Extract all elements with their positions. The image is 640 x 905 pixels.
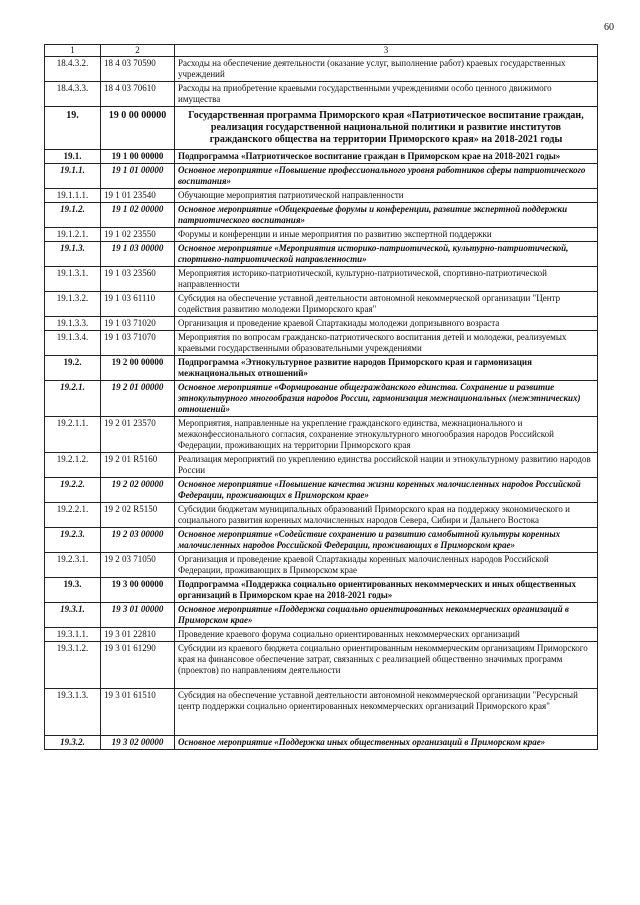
target-code-cell: 18 4 03 70610 bbox=[101, 82, 175, 107]
description-cell: Реализация мероприятий по укреплению единства российской нации и этнокультурному развитию народов России bbox=[175, 453, 598, 478]
column-header-1: 1 bbox=[45, 45, 101, 57]
target-code-cell: 19 0 00 00000 bbox=[101, 107, 175, 150]
description-cell: Субсидия на обеспечение уставной деятельности автономной некоммерческой организации "Ресурсный центр поддержки социально ориентированных некоммерческих организаций Приморского края" bbox=[175, 689, 598, 736]
row-number-cell: 19.2.2.1. bbox=[45, 503, 101, 528]
target-code-cell: 19 1 02 23550 bbox=[101, 228, 175, 242]
table-row bbox=[45, 331, 598, 356]
description-cell: Основное мероприятие «Повышение профессионального уровня работников сферы патриотического воспитания» bbox=[175, 164, 598, 189]
target-code-cell: 19 3 00 00000 bbox=[101, 578, 175, 603]
table-row bbox=[45, 242, 598, 267]
target-code-cell: 19 2 01 R5160 bbox=[101, 453, 175, 478]
description-cell: Расходы на обеспечение деятельности (оказание услуг, выполнение работ) краевых государственных учреждений bbox=[175, 57, 598, 82]
table-row bbox=[45, 578, 598, 603]
target-code-cell: 19 1 03 71070 bbox=[101, 331, 175, 356]
table-row bbox=[45, 267, 598, 292]
table-row bbox=[45, 189, 598, 203]
row-number-cell: 19.2.3.1. bbox=[45, 553, 101, 578]
table-row bbox=[45, 642, 598, 689]
table-row bbox=[45, 503, 598, 528]
description-cell: Мероприятия, направленные на укрепление гражданского единства, межнационального и межконфессионального согласия, сохранение этнокультурного многообразия народов Российской Федерации, проживающих на территории Приморского края bbox=[175, 417, 598, 453]
table-row bbox=[45, 417, 598, 453]
description-cell: Основное мероприятие «Мероприятия историко-патриотической, культурно-патриотической, спортивно-патриотической направленности» bbox=[175, 242, 598, 267]
description-cell: Проведение краевого форума социально ориентированных некоммерческих организаций bbox=[175, 628, 598, 642]
row-number-cell: 19.1.1.1. bbox=[45, 189, 101, 203]
target-code-cell: 19 3 01 61290 bbox=[101, 642, 175, 689]
table-row bbox=[45, 203, 598, 228]
row-number-cell: 19.1.3. bbox=[45, 242, 101, 267]
description-cell: Подпрограмма «Поддержка социально ориентированных некоммерческих и иных общественных организаций в Приморском крае на 2018-2021 годы» bbox=[175, 578, 598, 603]
description-cell: Основное мероприятие «Повышение качества жизни коренных малочисленных народов Российской Федерации, проживающих в Приморском крае» bbox=[175, 478, 598, 503]
description-cell: Основное мероприятие «Общекраевые форумы и конференции, развитие экспертной поддержки патриотического воспитания» bbox=[175, 203, 598, 228]
description-cell: Подпрограмма «Этнокультурное развитие народов Приморского края и гармонизация межнациональных отношений» bbox=[175, 356, 598, 381]
description-cell: Субсидии бюджетам муниципальных образований Приморского края на поддержку экономического и социального развития коренных малочисленных народов Севера, Сибири и Дальнего Востока bbox=[175, 503, 598, 528]
table-row bbox=[45, 57, 598, 82]
table-row bbox=[45, 82, 598, 107]
description-cell: Мероприятия историко-патриотической, культурно-патриотической, спортивно-патриотической направленности bbox=[175, 267, 598, 292]
row-number-cell: 19.2.1.1. bbox=[45, 417, 101, 453]
description-cell: Государственная программа Приморского края «Патриотическое воспитание граждан, реализация государственной национальной политики и развитие институтов гражданского общества на территории Приморского края» на 2018-2021 годы bbox=[175, 107, 598, 150]
target-code-cell: 19 3 02 00000 bbox=[101, 736, 175, 750]
description-cell: Субсидия на обеспечение уставной деятельности автономной некоммерческой организации "Центр содействия развитию молодежи Приморского края" bbox=[175, 292, 598, 317]
description-cell: Основное мероприятие «Формирование общегражданского единства. Сохранение и развитие этнокультурного многообразия народов России, гармонизация межнациональных (межэтнических) отношений» bbox=[175, 381, 598, 417]
target-code-cell: 19 1 01 23540 bbox=[101, 189, 175, 203]
table-row bbox=[45, 478, 598, 503]
row-number-cell: 19.3. bbox=[45, 578, 101, 603]
target-code-cell: 19 2 00 00000 bbox=[101, 356, 175, 381]
column-header-2: 2 bbox=[101, 45, 175, 57]
row-number-cell: 19.3.1.2. bbox=[45, 642, 101, 689]
row-number-cell: 19.1.3.3. bbox=[45, 317, 101, 331]
target-code-cell: 19 1 02 00000 bbox=[101, 203, 175, 228]
table-row bbox=[45, 292, 598, 317]
page-number: 60 bbox=[604, 22, 614, 33]
table-row bbox=[45, 628, 598, 642]
table-row bbox=[45, 736, 598, 750]
row-number-cell: 19.2.3. bbox=[45, 528, 101, 553]
description-cell: Основное мероприятие «Поддержка социально ориентированных некоммерческих организаций в Приморском крае» bbox=[175, 603, 598, 628]
table-row bbox=[45, 164, 598, 189]
description-cell: Расходы на приобретение краевыми государственными учреждениями особо ценного движимого имущества bbox=[175, 82, 598, 107]
table-row bbox=[45, 689, 598, 736]
table-row bbox=[45, 317, 598, 331]
table-row bbox=[45, 528, 598, 553]
table-row bbox=[45, 453, 598, 478]
target-code-cell: 19 2 01 00000 bbox=[101, 381, 175, 417]
description-cell: Организация и проведение краевой Спартакиады молодежи допризывного возраста bbox=[175, 317, 598, 331]
target-code-cell: 19 2 03 00000 bbox=[101, 528, 175, 553]
description-cell: Основное мероприятие «Поддержка иных общественных организаций в Приморском крае» bbox=[175, 736, 598, 750]
budget-classification-table bbox=[44, 44, 598, 750]
row-number-cell: 19.1.2. bbox=[45, 203, 101, 228]
row-number-cell: 19.2.2. bbox=[45, 478, 101, 503]
row-number-cell: 19.1.3.1. bbox=[45, 267, 101, 292]
row-number-cell: 19.1.2.1. bbox=[45, 228, 101, 242]
row-number-cell: 19.3.1.1. bbox=[45, 628, 101, 642]
column-header-3: 3 bbox=[175, 45, 598, 57]
row-number-cell: 19.3.1.3. bbox=[45, 689, 101, 736]
row-number-cell: 19. bbox=[45, 107, 101, 150]
target-code-cell: 19 1 03 00000 bbox=[101, 242, 175, 267]
table-row bbox=[45, 381, 598, 417]
target-code-cell: 19 1 03 71020 bbox=[101, 317, 175, 331]
target-code-cell: 19 2 02 R5150 bbox=[101, 503, 175, 528]
row-number-cell: 19.1. bbox=[45, 150, 101, 164]
target-code-cell: 19 1 03 23560 bbox=[101, 267, 175, 292]
description-cell: Основное мероприятие «Содействие сохранению и развитию самобытной культуры коренных малочисленных народов Российской Федерации, проживающих в Приморском крае» bbox=[175, 528, 598, 553]
table-row bbox=[45, 553, 598, 578]
target-code-cell: 19 1 00 00000 bbox=[101, 150, 175, 164]
description-cell: Обучающие мероприятия патриотической направленности bbox=[175, 189, 598, 203]
table-row bbox=[45, 603, 598, 628]
row-number-cell: 19.2.1. bbox=[45, 381, 101, 417]
description-cell: Подпрограмма «Патриотическое воспитание граждан в Приморском крае на 2018-2021 годы» bbox=[175, 150, 598, 164]
row-number-cell: 19.3.1. bbox=[45, 603, 101, 628]
target-code-cell: 19 1 01 00000 bbox=[101, 164, 175, 189]
row-number-cell: 19.1.3.2. bbox=[45, 292, 101, 317]
row-number-cell: 19.2. bbox=[45, 356, 101, 381]
target-code-cell: 19 3 01 22810 bbox=[101, 628, 175, 642]
target-code-cell: 19 2 03 71050 bbox=[101, 553, 175, 578]
description-cell: Мероприятия по вопросам гражданско-патриотического воспитания детей и молодежи, реализуемых краевыми государственными образовательными учреждениями bbox=[175, 331, 598, 356]
row-number-cell: 19.1.3.4. bbox=[45, 331, 101, 356]
target-code-cell: 19 2 02 00000 bbox=[101, 478, 175, 503]
target-code-cell: 19 3 01 00000 bbox=[101, 603, 175, 628]
description-cell: Организация и проведение краевой Спартакиады коренных малочисленных народов Российской Федерации, проживающих в Приморском крае bbox=[175, 553, 598, 578]
description-cell: Форумы и конференции и иные мероприятия по развитию экспертной поддержки bbox=[175, 228, 598, 242]
row-number-cell: 19.3.2. bbox=[45, 736, 101, 750]
table-row bbox=[45, 107, 598, 150]
row-number-cell: 18.4.3.3. bbox=[45, 82, 101, 107]
row-number-cell: 19.1.1. bbox=[45, 164, 101, 189]
target-code-cell: 19 1 03 61110 bbox=[101, 292, 175, 317]
row-number-cell: 18.4.3.2. bbox=[45, 57, 101, 82]
column-number-row bbox=[45, 45, 598, 57]
target-code-cell: 19 2 01 23570 bbox=[101, 417, 175, 453]
description-cell: Субсидии из краевого бюджета социально ориентированным некоммерческим организациям Приморского края на финансовое обеспечение затрат, связанных с реализацией общественно значимых программ (проектов) по направлениям деятельности bbox=[175, 642, 598, 689]
table-row bbox=[45, 228, 598, 242]
target-code-cell: 19 3 01 61510 bbox=[101, 689, 175, 736]
target-code-cell: 18 4 03 70590 bbox=[101, 57, 175, 82]
table-row bbox=[45, 150, 598, 164]
table-row bbox=[45, 356, 598, 381]
row-number-cell: 19.2.1.2. bbox=[45, 453, 101, 478]
